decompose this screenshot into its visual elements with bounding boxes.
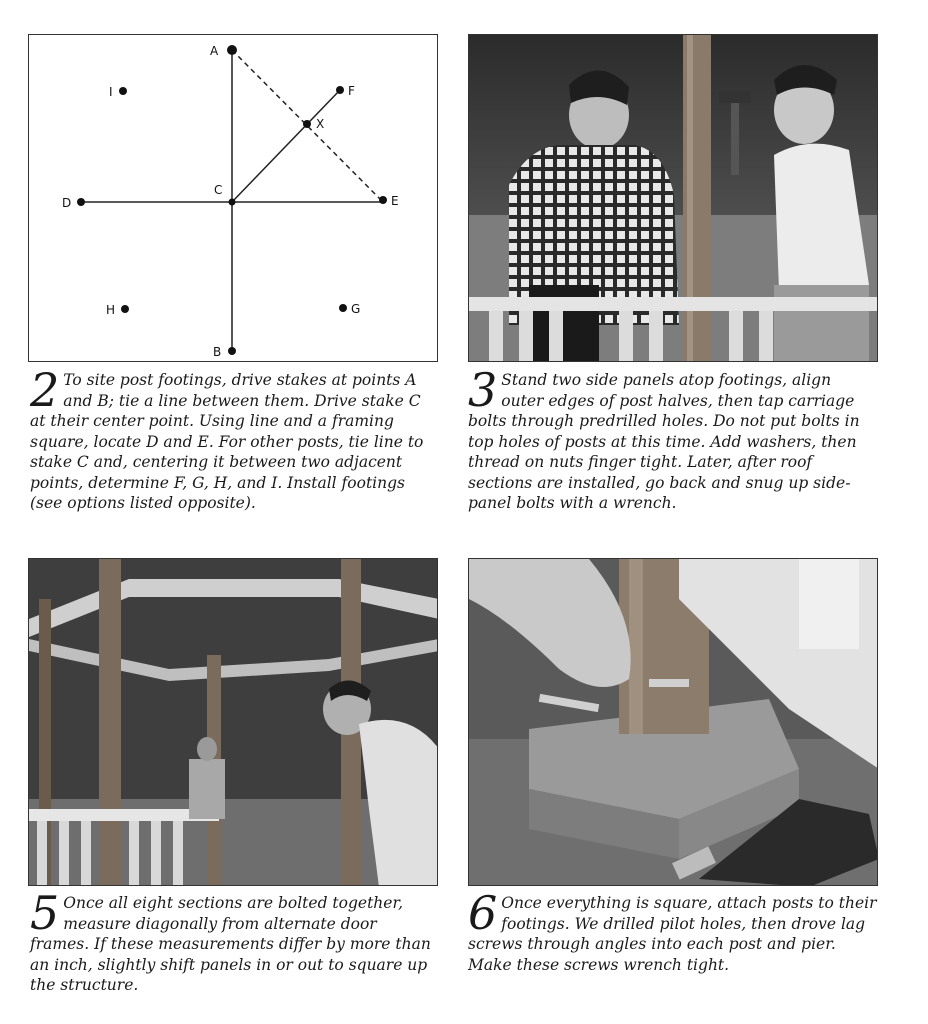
point-g [339, 304, 347, 312]
step-5-photo-svg [29, 559, 438, 886]
step-3-caption [468, 363, 878, 514]
step-6-photo [468, 558, 878, 886]
step-5-photo [28, 558, 438, 886]
step-5-text: Once all eight sections are bolted together, measure diagonally from alternate door frames. If these measurements differ by more than an inch, slightly shift panels in or out to square up the structure. [30, 894, 431, 994]
label-i: I [109, 85, 113, 99]
label-d: D [62, 196, 72, 210]
footing-layout-svg [29, 35, 438, 362]
step-2-caption [30, 363, 438, 514]
point-a [227, 45, 237, 55]
point-h [121, 305, 129, 313]
label-h: H [106, 303, 116, 317]
label-b: B [213, 345, 222, 359]
label-a: A [210, 44, 219, 58]
line-c-f [232, 90, 340, 202]
step-6-photo-svg [469, 559, 878, 886]
footing-layout-diagram [28, 34, 438, 362]
step-2-number: 2 [30, 363, 60, 417]
point-c [229, 199, 236, 206]
label-c: C [214, 183, 223, 197]
step-3-text: Stand two side panels atop footings, align outer edges of post halves, then tap carriage bolts through predrilled holes. Do not put bolts in top holes of posts at this time. Add washers, then thread on nuts finger tight. Later, after roof sections are installed, go back and snug up side-panel bolts with a wrench. [468, 371, 860, 512]
label-g: G [351, 302, 361, 316]
point-i [119, 87, 127, 95]
label-e: E [391, 194, 399, 208]
step-6-number: 6 [468, 886, 498, 940]
point-f [336, 86, 344, 94]
step-3-photo [468, 34, 878, 362]
label-x: X [316, 117, 325, 131]
step-3-photo-svg [469, 35, 878, 362]
step-6-text: Once everything is square, attach posts to their footings. We drilled pilot holes, then drove lag screws through angles into each post and pier. Make these screws wrench tight. [468, 894, 877, 974]
step-5-number: 5 [30, 886, 60, 940]
step-6-caption [468, 886, 878, 975]
step-5-caption [30, 886, 438, 996]
point-b [228, 347, 236, 355]
point-x [303, 120, 311, 128]
point-e [379, 196, 387, 204]
step-2-text: To site post footings, drive stakes at points A and B; tie a line between them. Drive stake C at their center point. Using line and a framing square, locate D and E. For other posts, tie line to stake C and, centering it between two adjacent points, determine F, G, H, and I. Install footings (see options listed opposite). [30, 371, 424, 512]
step-3-number: 3 [468, 363, 498, 417]
label-f: F [348, 84, 355, 98]
point-d [77, 198, 85, 206]
